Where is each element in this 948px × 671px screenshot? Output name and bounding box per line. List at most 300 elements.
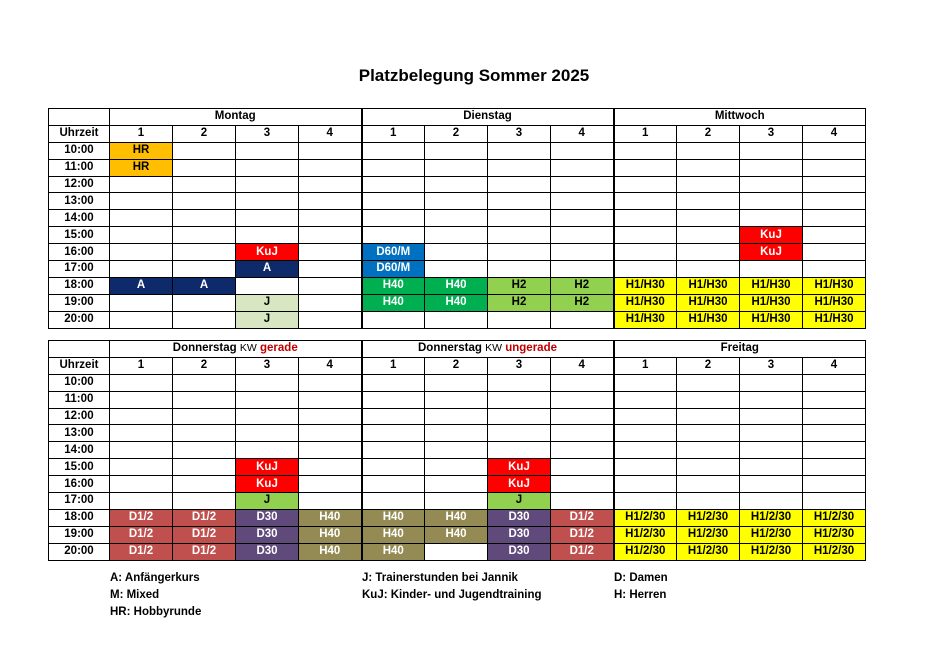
empty-cell [614, 176, 677, 193]
empty-cell [236, 227, 299, 244]
empty-cell [803, 142, 866, 159]
empty-cell [173, 476, 236, 493]
table-row [49, 159, 866, 176]
court-header: 4 [803, 125, 866, 142]
empty-cell [551, 227, 614, 244]
empty-cell [551, 459, 614, 476]
legend-item: D: Damen [614, 572, 668, 584]
empty-cell [488, 244, 551, 261]
empty-cell [425, 176, 488, 193]
empty-cell [614, 142, 677, 159]
booking-cell: H40 [425, 526, 488, 543]
booking-cell: H40 [425, 294, 488, 311]
empty-cell [173, 459, 236, 476]
corner-cell [49, 109, 110, 126]
empty-cell [740, 176, 803, 193]
empty-cell [677, 459, 740, 476]
empty-cell [110, 408, 173, 425]
week-parity-odd: ungerade [505, 342, 557, 355]
empty-cell [614, 493, 677, 510]
empty-cell [677, 493, 740, 510]
empty-cell [740, 391, 803, 408]
table-row [49, 391, 866, 408]
booking-cell: D60/M [362, 244, 425, 261]
empty-cell [677, 391, 740, 408]
week-parity-even: gerade [260, 342, 298, 355]
booking-cell: H2 [551, 294, 614, 311]
empty-cell [677, 142, 740, 159]
booking-cell: D30 [488, 509, 551, 526]
empty-cell [299, 374, 362, 391]
empty-cell [299, 210, 362, 227]
empty-cell [614, 408, 677, 425]
time-cell: 12:00 [49, 408, 110, 425]
empty-cell [740, 193, 803, 210]
booking-cell: D1/2 [173, 509, 236, 526]
empty-cell [173, 391, 236, 408]
empty-cell [110, 261, 173, 278]
booking-cell: D30 [236, 543, 299, 560]
empty-cell [362, 374, 425, 391]
legend-column-2 [362, 570, 542, 604]
booking-cell: H40 [299, 526, 362, 543]
time-cell: 14:00 [49, 442, 110, 459]
empty-cell [236, 277, 299, 294]
court-header: 2 [677, 125, 740, 142]
empty-cell [803, 210, 866, 227]
empty-cell [173, 159, 236, 176]
empty-cell [677, 374, 740, 391]
booking-cell: D1/2 [110, 526, 173, 543]
empty-cell [614, 391, 677, 408]
empty-cell [551, 142, 614, 159]
empty-cell [488, 261, 551, 278]
empty-cell [425, 442, 488, 459]
booking-cell: D1/2 [173, 543, 236, 560]
empty-cell [740, 142, 803, 159]
empty-cell [803, 459, 866, 476]
booking-cell: H1/H30 [677, 294, 740, 311]
booking-cell: J [236, 294, 299, 311]
table-row [49, 543, 866, 560]
empty-cell [362, 425, 425, 442]
court-header: 1 [362, 357, 425, 374]
table-row [49, 244, 866, 261]
booking-cell: D30 [236, 509, 299, 526]
empty-cell [362, 311, 425, 328]
empty-cell [803, 476, 866, 493]
empty-cell [551, 210, 614, 227]
time-cell: 18:00 [49, 277, 110, 294]
empty-cell [299, 159, 362, 176]
table-row [49, 374, 866, 391]
booking-cell: H1/2/30 [803, 543, 866, 560]
legend-item: KuJ: Kinder- und Jugendtraining [362, 589, 542, 601]
court-header: 4 [551, 125, 614, 142]
empty-cell [173, 244, 236, 261]
table-row [49, 311, 866, 328]
empty-cell [551, 244, 614, 261]
booking-cell: H1/2/30 [803, 509, 866, 526]
empty-cell [740, 493, 803, 510]
time-cell: 11:00 [49, 159, 110, 176]
empty-cell [740, 459, 803, 476]
court-header: 3 [488, 125, 551, 142]
booking-cell: H40 [362, 543, 425, 560]
empty-cell [173, 425, 236, 442]
court-header: 2 [173, 357, 236, 374]
booking-cell: H1/2/30 [740, 543, 803, 560]
court-header: 1 [614, 125, 677, 142]
empty-cell [110, 210, 173, 227]
empty-cell [362, 391, 425, 408]
empty-cell [425, 459, 488, 476]
empty-cell [488, 425, 551, 442]
empty-cell [488, 142, 551, 159]
court-header: 1 [110, 125, 173, 142]
booking-cell: D30 [236, 526, 299, 543]
empty-cell [551, 425, 614, 442]
empty-cell [677, 408, 740, 425]
time-cell: 16:00 [49, 476, 110, 493]
booking-cell: HR [110, 142, 173, 159]
legend-column-3 [614, 570, 668, 604]
empty-cell [488, 159, 551, 176]
day-label: Donnerstag [172, 342, 237, 355]
time-cell: 15:00 [49, 227, 110, 244]
booking-cell: H1/H30 [614, 277, 677, 294]
empty-cell [677, 476, 740, 493]
empty-cell [425, 408, 488, 425]
empty-cell [425, 210, 488, 227]
booking-cell: H1/H30 [677, 277, 740, 294]
empty-cell [236, 374, 299, 391]
booking-cell: D1/2 [110, 509, 173, 526]
day-header-tuesday: Dienstag [362, 109, 614, 126]
court-header: 3 [488, 357, 551, 374]
booking-cell: H1/2/30 [677, 526, 740, 543]
empty-cell [677, 261, 740, 278]
kw-label: KW [485, 342, 503, 355]
table-row [49, 142, 866, 159]
time-cell: 16:00 [49, 244, 110, 261]
empty-cell [362, 493, 425, 510]
empty-cell [551, 493, 614, 510]
empty-cell [614, 193, 677, 210]
booking-cell: KuJ [488, 476, 551, 493]
time-header: Uhrzeit [49, 125, 110, 142]
empty-cell [299, 391, 362, 408]
empty-cell [551, 159, 614, 176]
booking-cell: H40 [299, 509, 362, 526]
legend-item: HR: Hobbyrunde [110, 606, 202, 618]
court-header: 3 [236, 125, 299, 142]
empty-cell [110, 227, 173, 244]
booking-cell: H1/2/30 [677, 543, 740, 560]
table-row [49, 261, 866, 278]
court-header-row [49, 357, 866, 374]
time-cell: 10:00 [49, 374, 110, 391]
table-row [49, 408, 866, 425]
empty-cell [803, 176, 866, 193]
table-row [49, 493, 866, 510]
empty-cell [299, 442, 362, 459]
day-header-thursday-even [110, 341, 362, 358]
court-header: 2 [425, 125, 488, 142]
empty-cell [173, 408, 236, 425]
empty-cell [110, 193, 173, 210]
empty-cell [488, 391, 551, 408]
empty-cell [677, 210, 740, 227]
empty-cell [425, 159, 488, 176]
empty-cell [425, 374, 488, 391]
empty-cell [173, 176, 236, 193]
empty-cell [803, 261, 866, 278]
booking-cell: H40 [299, 543, 362, 560]
booking-cell: H2 [488, 294, 551, 311]
time-cell: 17:00 [49, 493, 110, 510]
booking-cell: D1/2 [173, 526, 236, 543]
table-row [49, 277, 866, 294]
court-header: 4 [803, 357, 866, 374]
booking-cell: H1/2/30 [740, 509, 803, 526]
empty-cell [236, 210, 299, 227]
empty-cell [425, 391, 488, 408]
empty-cell [614, 374, 677, 391]
court-header: 4 [299, 357, 362, 374]
booking-cell: D1/2 [551, 509, 614, 526]
empty-cell [740, 425, 803, 442]
time-cell: 20:00 [49, 311, 110, 328]
page-title: Platzbelegung Sommer 2025 [358, 66, 590, 85]
empty-cell [110, 244, 173, 261]
empty-cell [110, 425, 173, 442]
table-row [49, 294, 866, 311]
table-row [49, 193, 866, 210]
booking-cell: H2 [551, 277, 614, 294]
empty-cell [803, 493, 866, 510]
booking-cell: KuJ [740, 244, 803, 261]
booking-cell: H40 [425, 277, 488, 294]
booking-cell: H1/2/30 [677, 509, 740, 526]
booking-cell: A [173, 277, 236, 294]
court-header: 1 [362, 125, 425, 142]
day-header-wednesday: Mittwoch [614, 109, 866, 126]
empty-cell [677, 159, 740, 176]
empty-cell [110, 459, 173, 476]
court-header: 4 [551, 357, 614, 374]
empty-cell [488, 374, 551, 391]
time-cell: 13:00 [49, 193, 110, 210]
booking-cell: D30 [488, 543, 551, 560]
empty-cell [299, 408, 362, 425]
empty-cell [551, 374, 614, 391]
kw-label: KW [239, 342, 257, 355]
corner-cell [49, 341, 110, 358]
day-header-row [49, 341, 866, 358]
legend-item: A: Anfängerkurs [110, 572, 200, 584]
empty-cell [614, 442, 677, 459]
schedule-table-thu-fri [48, 340, 866, 561]
time-cell: 17:00 [49, 261, 110, 278]
empty-cell [488, 210, 551, 227]
table-row [49, 442, 866, 459]
empty-cell [740, 374, 803, 391]
booking-cell: J [488, 493, 551, 510]
empty-cell [803, 193, 866, 210]
empty-cell [677, 227, 740, 244]
time-header: Uhrzeit [49, 357, 110, 374]
booking-cell: D60/M [362, 261, 425, 278]
empty-cell [425, 227, 488, 244]
court-header: 2 [677, 357, 740, 374]
empty-cell [299, 142, 362, 159]
booking-cell: H1/2/30 [614, 543, 677, 560]
empty-cell [425, 193, 488, 210]
time-cell: 20:00 [49, 543, 110, 560]
time-cell: 11:00 [49, 391, 110, 408]
empty-cell [173, 227, 236, 244]
empty-cell [677, 244, 740, 261]
table-row [49, 459, 866, 476]
empty-cell [362, 142, 425, 159]
empty-cell [299, 227, 362, 244]
empty-cell [362, 442, 425, 459]
booking-cell: H1/H30 [677, 311, 740, 328]
booking-cell: D30 [488, 526, 551, 543]
empty-cell [803, 374, 866, 391]
empty-cell [236, 142, 299, 159]
empty-cell [677, 425, 740, 442]
booking-cell: A [236, 261, 299, 278]
empty-cell [677, 442, 740, 459]
empty-cell [425, 261, 488, 278]
legend-item: H: Herren [614, 589, 667, 601]
time-cell: 19:00 [49, 526, 110, 543]
booking-cell: H1/2/30 [614, 526, 677, 543]
court-header: 2 [173, 125, 236, 142]
empty-cell [173, 493, 236, 510]
empty-cell [362, 210, 425, 227]
empty-cell [362, 408, 425, 425]
empty-cell [488, 408, 551, 425]
empty-cell [110, 391, 173, 408]
empty-cell [614, 227, 677, 244]
booking-cell: D1/2 [551, 526, 614, 543]
day-header-monday: Montag [110, 109, 362, 126]
empty-cell [803, 159, 866, 176]
booking-cell: H1/2/30 [740, 526, 803, 543]
booking-cell: KuJ [740, 227, 803, 244]
empty-cell [425, 543, 488, 560]
legend-column-1 [110, 570, 201, 621]
booking-cell: H1/H30 [740, 294, 803, 311]
booking-cell: H1/H30 [803, 311, 866, 328]
empty-cell [362, 459, 425, 476]
empty-cell [425, 476, 488, 493]
court-header-row [49, 125, 866, 142]
time-cell: 14:00 [49, 210, 110, 227]
time-cell: 12:00 [49, 176, 110, 193]
booking-cell: H40 [362, 294, 425, 311]
empty-cell [551, 442, 614, 459]
empty-cell [488, 227, 551, 244]
day-header-thursday-odd [362, 341, 614, 358]
empty-cell [299, 493, 362, 510]
empty-cell [110, 442, 173, 459]
empty-cell [236, 193, 299, 210]
table-row [49, 425, 866, 442]
empty-cell [740, 476, 803, 493]
court-header: 4 [299, 125, 362, 142]
empty-cell [740, 261, 803, 278]
empty-cell [425, 425, 488, 442]
time-cell: 13:00 [49, 425, 110, 442]
empty-cell [236, 391, 299, 408]
table-row [49, 526, 866, 543]
empty-cell [551, 193, 614, 210]
empty-cell [614, 261, 677, 278]
booking-cell: A [110, 277, 173, 294]
court-header: 3 [740, 125, 803, 142]
empty-cell [299, 244, 362, 261]
booking-cell: D1/2 [110, 543, 173, 560]
court-header: 3 [740, 357, 803, 374]
empty-cell [614, 476, 677, 493]
empty-cell [299, 476, 362, 493]
booking-cell: H40 [362, 526, 425, 543]
booking-cell: H1/H30 [803, 294, 866, 311]
empty-cell [740, 408, 803, 425]
empty-cell [551, 261, 614, 278]
booking-cell: H1/H30 [614, 294, 677, 311]
empty-cell [110, 493, 173, 510]
empty-cell [173, 311, 236, 328]
empty-cell [740, 210, 803, 227]
empty-cell [677, 176, 740, 193]
empty-cell [551, 476, 614, 493]
empty-cell [740, 442, 803, 459]
booking-cell: H40 [362, 509, 425, 526]
empty-cell [425, 493, 488, 510]
empty-cell [299, 176, 362, 193]
empty-cell [614, 210, 677, 227]
empty-cell [803, 425, 866, 442]
empty-cell [173, 374, 236, 391]
booking-cell: H1/H30 [803, 277, 866, 294]
schedule-table-mon-wed [48, 108, 866, 329]
empty-cell [362, 227, 425, 244]
empty-cell [551, 391, 614, 408]
booking-cell: KuJ [236, 459, 299, 476]
empty-cell [362, 159, 425, 176]
empty-cell [173, 294, 236, 311]
empty-cell [173, 193, 236, 210]
booking-cell: D1/2 [551, 543, 614, 560]
booking-cell: H40 [362, 277, 425, 294]
booking-cell: J [236, 311, 299, 328]
empty-cell [551, 311, 614, 328]
empty-cell [299, 261, 362, 278]
empty-cell [110, 311, 173, 328]
empty-cell [425, 142, 488, 159]
booking-cell: KuJ [236, 244, 299, 261]
empty-cell [236, 442, 299, 459]
empty-cell [803, 391, 866, 408]
empty-cell [803, 244, 866, 261]
empty-cell [488, 193, 551, 210]
empty-cell [236, 408, 299, 425]
